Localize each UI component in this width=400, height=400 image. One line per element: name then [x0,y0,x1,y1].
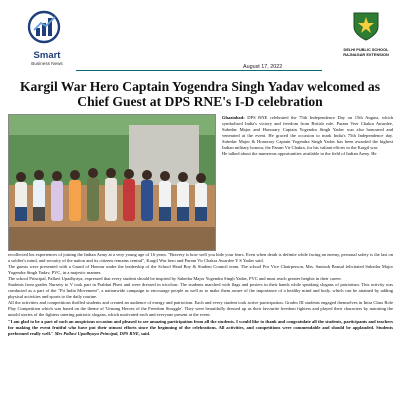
quote-text: "I am glad to be a part of such an auspicious occasion and pleased to see amazing participation from all the students. I would like to thank and congratulate all the students, participants and teachers for making the event fruitful who have put their utmost efforts since the beginning of the celebrations. All activities, and competitions were commendable and should be applauded. Students performed really well." [8,318,393,336]
bar-chart-logo-icon [27,10,61,44]
brand-name: Smart [33,50,61,61]
header-divider [76,70,322,71]
intro-text: DPS RNE celebrated the 75th Independence Day on 15th August, which symbolised India's victory and freedom from British rule. Param Veer Chakra Awardee, Subedar Major and Honorary Captain Yogendra Singh Yadav was also honoured and venerated at the event. He graced the occasion to mark India's 75th Independence day. Subedar Major & Honorary Captain Yogendra Singh Yadav has been awarded the highest Indian military honour, the Param Vir Chakra, for his valiant efforts in the Kargil war. [222,115,393,151]
quote-end: said. [139,330,151,336]
dateline: Ghaziabad: [222,115,245,120]
quote-attribution: Mrs Pallavi Upadhyaya Principal, DPS RNE, [53,330,140,336]
article-title: Kargil War Hero Captain Yogendra Singh Yadav welcomed as Chief Guest at DPS RNE's I-D celebration [19,79,380,110]
intro-paragraph [222,115,393,151]
body-paragraph-guard-of-honour: The guests were presented with a Guard of Honour under the leadership of the School Head Boy & Student Council team. The school Pro Vice Chairperson, Mrs. Santosh Bansal felicitated Subedar Major Yogendra Singh Yadav, PVC, in a majestic manner. [8,264,393,276]
school-logo [338,10,394,68]
body-paragraph-role-play: All the activities and competitions thrilled students and created an audience of energy and patriotism. Each and every student took active participation. Grades III students engaged themselves in Intra Class Role Play Competition which was based on the theme of 'Unsung Heroes of the Freedom Struggle'. They were beautifully dressed up as their favourite freedom fighters and played their characters by narrating the untold stories of the fighters uttering patriotic slogans, which motivated each and everyone present at the event. [8,300,393,318]
school-location: RAJNAGAR EXTENSION [343,52,389,58]
group-photo-image [9,115,216,251]
article-intro [222,115,393,157]
body-paragraph-prabhat-pheri: Students from grades Nursery to V took part in Prabhat Pheri and were dressed in tricolour. The students marched with flags and posters in their hands while speaking slogans of patriotism. This activity was conducted as a part of the "Fit India Movement", a nationwide campaign to encourage people as well as to make them aware of the importance of a healthy mind and body, which can be attained by adding physical activities and sports to the daily routine. [8,282,393,300]
masthead [0,0,400,76]
event-photo [8,114,216,251]
army-opportunities-text: He talked about the numerous opportunities available in the field of Indian Army. He [222,151,377,157]
body-paragraph-recollection: recollected his experiences of joining the Indian Army at a very young age of 16 years. "Bravery is how well you hide your fears. Even when death is definite while facing an enemy, personal safety is the last on a soldier's mind, and security of the nation and its citizens remains central", Kargil War hero and Param Vir Chakra Awardee Y S Yadav said. [8,252,393,264]
principal-quote [8,319,393,337]
school-name: DELHI PUBLIC SCHOOL [343,47,389,52]
smart-business-news-logo[interactable] [22,10,72,66]
body-paragraph-principal: The school Principal, Pallavi Upadhyaya, expressed that every student should be inspired by Subedar Major Yogendra Singh Yadav, PVC and must reach greater heights in their career. [8,276,342,282]
brand-tagline: Business News [31,61,63,66]
school-crest-icon [351,10,381,42]
publish-date: August 17, 2022 [240,64,285,70]
article-body [8,252,393,337]
